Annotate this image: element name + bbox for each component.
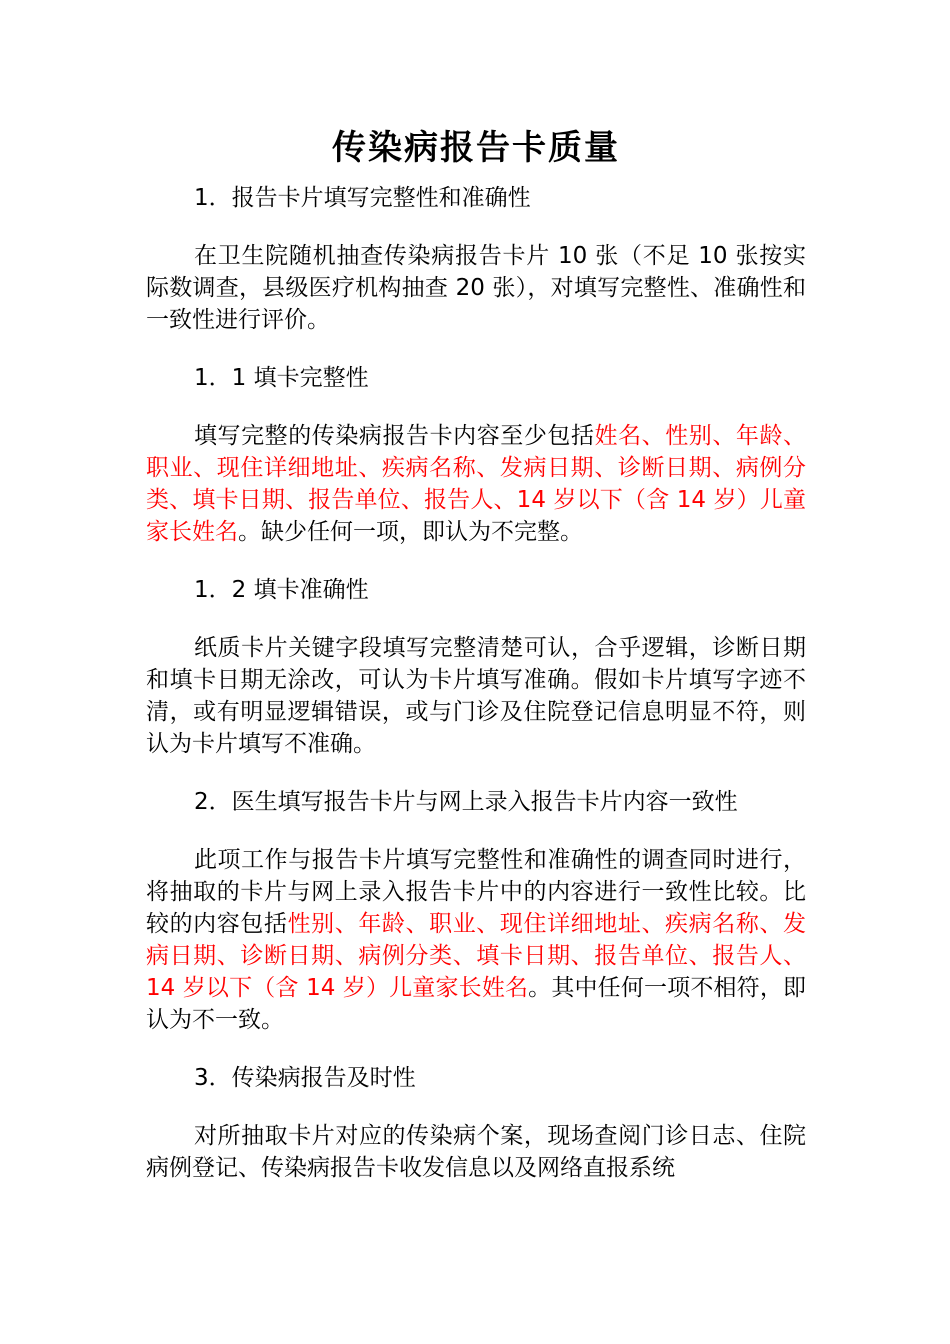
section-2-compared-fields: 性别、年龄、职业、现住详细地址、疾病名称、发病日期、诊断日期、病例分类、填卡日期、报告单位、报告人、14 岁以下（含 14 岁）儿童家长姓名: [146, 911, 807, 1001]
section-2-paragraph: [146, 844, 806, 1036]
section-1-1-paragraph: [146, 420, 806, 548]
section-1-heading: 1．报告卡片填写完整性和准确性: [194, 185, 531, 211]
section-1-2-heading: 1．2 填卡准确性: [194, 577, 369, 603]
section-3-paragraph: 对所抽取卡片对应的传染病个案，现场查阅门诊日志、住院病例登记、传染病报告卡收发信息以及网络直报系统: [146, 1123, 806, 1181]
section-1-1-text-before: 填写完整的传染病报告卡内容至少包括: [194, 423, 595, 449]
section-1-1-text-after: 。缺少任何一项，即认为不完整。: [238, 519, 583, 545]
section-2-text-before: 此项工作与报告卡片填写完整性和准确性的调查同时进行，将抽取的卡片与网上录入报告卡片中的内容进行一致性比较。比较的内容包括: [146, 847, 806, 937]
section-1-paragraph: 在卫生院随机抽查传染病报告卡片 10 张（不足 10 张按实际数调查，县级医疗机构抽查 20 张），对填写完整性、准确性和一致性进行评价。: [146, 243, 806, 333]
section-2-heading: 2．医生填写报告卡片与网上录入报告卡片内容一致性: [194, 789, 738, 815]
section-1-1-heading: 1．1 填卡完整性: [194, 365, 369, 391]
section-3-heading: 3．传染病报告及时性: [194, 1065, 416, 1091]
section-1-1-required-fields: 姓名、性别、年龄、职业、现住详细地址、疾病名称、发病日期、诊断日期、病例分类、填卡日期、报告单位、报告人、14 岁以下（含 14 岁）儿童家长姓名: [146, 423, 807, 545]
section-2-text-after: 。其中任何一项不相符，即认为不一致。: [146, 975, 807, 1033]
document-title: 传染病报告卡质量: [332, 128, 620, 168]
document-page: [146, 120, 806, 1210]
section-1-2-paragraph: 纸质卡片关键字段填写完整清楚可认，合乎逻辑，诊断日期和填卡日期无涂改，可认为卡片填写准确。假如卡片填写字迹不清，或有明显逻辑错误，或与门诊及住院登记信息明显不符，则认为卡片填写不准确。: [146, 635, 806, 757]
